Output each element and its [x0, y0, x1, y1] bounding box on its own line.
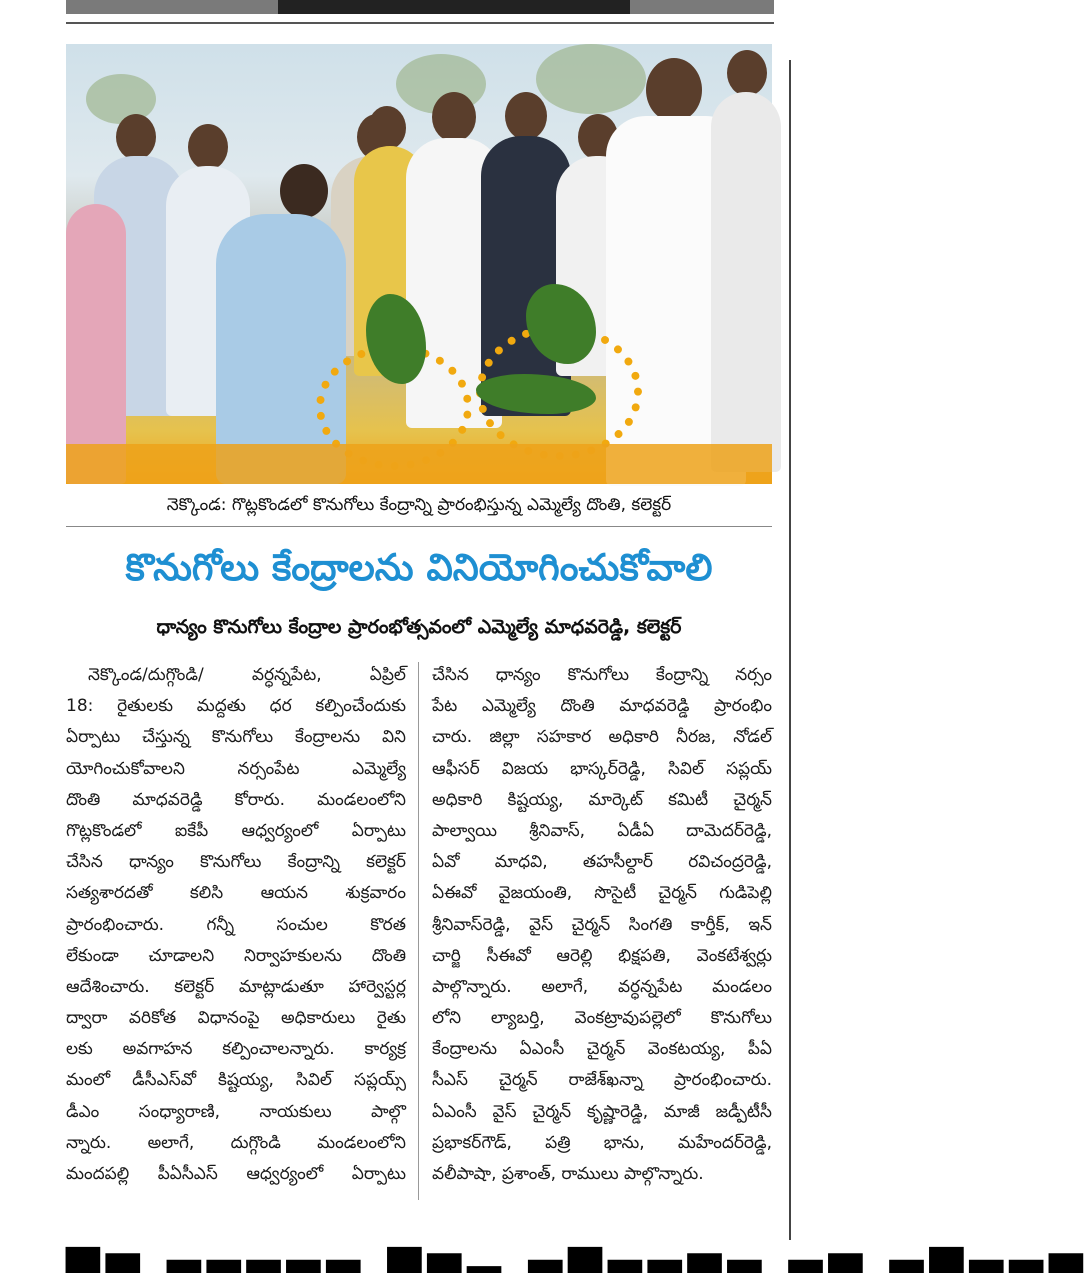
article-line: దొంతి మాధవరెడ్డి కోరారు. మండలంలోని: [66, 789, 406, 810]
article-line: గొట్లకొండలో ఐకేపీ ఆధ్వర్యంలో ఏర్పాటు: [66, 820, 406, 841]
article-line: ఏవో మాధవి, తహసీల్దార్ రవిచంద్రరెడ్డి,: [432, 852, 772, 873]
article-line: ఆదేశించారు. కలెక్టర్ మాట్లాడుతూ హార్వెస్టర్ల: [66, 976, 406, 997]
right-column-rule: [789, 60, 791, 1240]
article-line: లోని ల్యాబర్తి, వెంకట్రావుపల్లెలో కొనుగోలు: [432, 1008, 772, 1029]
article-line: మందపల్లి పీఏసీఎస్ ఆధ్వర్యంలో ఏర్పాటు: [66, 1164, 406, 1184]
column-divider: [418, 662, 419, 1200]
article-column-right: [432, 660, 772, 1190]
subheadline: ధాన్యం కొనుగోలు కేంద్రాల ప్రారంభోత్సవంలో ఎమ్మెల్యే మాధవరెడ్డి, కలెక్టర్: [156, 616, 682, 638]
article-line: 18: రైతులకు మద్దతు ధర కల్పించేందుకు: [66, 696, 406, 717]
article-line: లేకుండా చూడాలని నిర్వాహకులను దొంతి: [66, 945, 406, 966]
article-line: అధికారి కిష్టయ్య, మార్కెట్ కమిటీ చైర్మన్: [432, 789, 772, 810]
article-line: చార్జి సీఈవో ఆరెల్లి భిక్షపతి, వెంకటేశ్వర్లు: [432, 945, 772, 966]
article-line: ఆఫీసర్ విజయ భాస్కర్‌రెడ్డి, సివిల్ సప్లయ్: [432, 758, 772, 779]
article-line: ద్వారా వరికోత విధానంపై అధికారులు రైతు: [66, 1008, 406, 1029]
article-line: యోగించుకోవాలని నర్సంపేట ఎమ్మెల్యే: [66, 758, 406, 779]
article-line: నెక్కొండ/దుగ్గొండి/ వర్ధన్నపేట, ఏప్రిల్: [88, 665, 406, 685]
article-line: పాల్వాయి శ్రీనివాస్, ఏడీఏ దామెదర్‌రెడ్డి,: [432, 820, 772, 841]
article-line: ఏఈవో వైజయంతి, సొసైటీ చైర్మన్ గుడిపెల్లి: [432, 883, 772, 904]
news-photo: [66, 44, 772, 484]
next-headline-cropped: ▄▃ ▂▂▂▂▂ ▄▃▁ ▂▄▂▂▃▂ ▂▃ ▂▄▂▂▃: [66, 1222, 1089, 1273]
article-line: కేంద్రాలను ఏఎంసీ చైర్మన్ వెంకటయ్య, పీఏ: [432, 1039, 772, 1060]
photo-caption: నెక్కొండ: గొట్లకొండలో కొనుగోలు కేంద్రాన్ని ప్రారంభిస్తున్న ఎమ్మెల్యే దొంతి, కలెక్టర్: [166, 495, 672, 515]
article-line: పేట ఎమ్మెల్యే దొంతి మాధవరెడ్డి ప్రారంభిం: [432, 696, 772, 717]
top-rule: [66, 22, 774, 24]
article-column-left: [66, 660, 406, 1190]
article-line: లకు అవగాహన కల్పించాలన్నారు. కార్యక్ర: [66, 1039, 406, 1060]
top-border-bar: [66, 0, 774, 14]
article-line: ప్రారంభించారు. గన్నీ సంచుల కొరత: [66, 914, 406, 935]
article-line: చారు. జిల్లా సహకార అధికారి నీరజ, నోడల్: [432, 727, 772, 748]
article-line: డీఎం సంధ్యారాణి, నాయకులు పాల్గొ: [66, 1101, 406, 1122]
article-line: ఏఎంసీ వైస్ చైర్మన్ కృష్ణారెడ్డి, మాజీ జడ్పీటీసీ: [432, 1101, 772, 1122]
caption-divider: [66, 526, 772, 527]
article-line: చేసిన ధాన్యం కొనుగోలు కేంద్రాన్ని నర్సం: [432, 665, 772, 685]
article-line: చేసిన ధాన్యం కొనుగోలు కేంద్రాన్ని కలెక్టర్: [66, 852, 406, 873]
article-line: సీఎస్ చైర్మన్ రాజేశ్‌ఖన్నా ప్రారంభించారు.: [432, 1070, 772, 1091]
article-line: శ్రీనివాస్‌రెడ్డి, వైస్ చైర్మన్ సింగతి కార్తీక్, ఇన్: [432, 914, 772, 935]
article-line: ప్రభాకర్‌గౌడ్, పత్రి భాను, మహేందర్‌రెడ్డి,: [432, 1132, 772, 1153]
top-border-dark-segment: [278, 0, 630, 14]
article-line: ఏర్పాటు చేస్తున్న కొనుగోలు కేంద్రాలను విని: [66, 727, 406, 748]
article-line: సత్యశారదతో కలిసి ఆయన శుక్రవారం: [66, 883, 406, 904]
article-line: వలీపాషా, ప్రశాంత్, రాములు పాల్గొన్నారు.: [432, 1164, 704, 1184]
headline: కొనుగోలు కేంద్రాలను వినియోగించుకోవాలి: [125, 546, 713, 589]
article-line: న్నారు. అలాగే, దుగ్గొండి మండలంలోని: [66, 1132, 406, 1153]
article-line: పాల్గొన్నారు. అలాగే, వర్ధన్నపేట మండలం: [432, 976, 772, 997]
article-line: మంలో డీసీఎస్‌వో కిష్టయ్య, సివిల్ సప్లయ్స్: [66, 1070, 406, 1091]
